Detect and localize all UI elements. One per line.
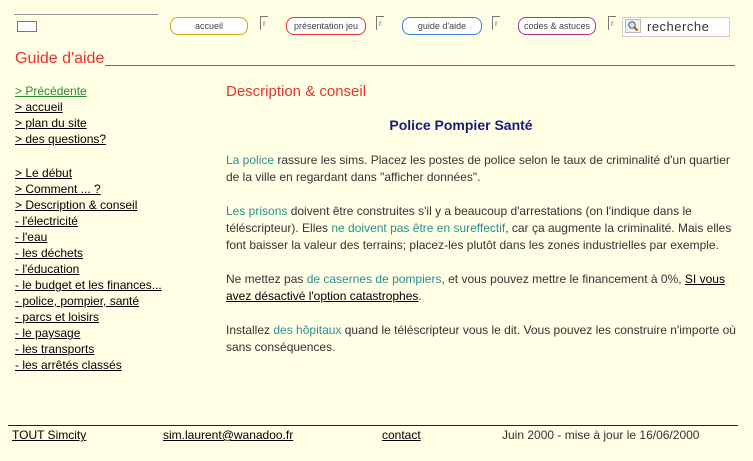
- sidebar: [15, 83, 162, 373]
- highlight-text: La police: [226, 153, 275, 167]
- paragraph-text: doivent être construites s'il y a beaucoup d'arrestations (on l'indique dans le téléscripteur). Elles: [226, 204, 692, 235]
- logo-icon[interactable]: [17, 21, 37, 32]
- footer-link-email[interactable]: sim.laurent@wanadoo.fr: [163, 428, 294, 442]
- nav-button-accueil[interactable]: accueil: [170, 17, 248, 35]
- highlight-text: de casernes de pompiers: [306, 272, 442, 286]
- paragraph-text: quand le téléscripteur vous le dit. Vous pouvez les construire n'importe où sans conséquences.: [226, 323, 736, 354]
- sidebar-link-questions[interactable]: > des questions?: [15, 132, 107, 146]
- nav-separator: r: [260, 16, 268, 30]
- sidebar-link-paysage[interactable]: - le paysage: [15, 326, 81, 340]
- paragraph-text: .: [418, 289, 422, 303]
- sidebar-link-budget[interactable]: - le budget et les finances...: [15, 278, 162, 292]
- nav-separator: r: [376, 16, 384, 30]
- highlight-text: des hôpitaux: [273, 323, 342, 337]
- nav-button-presentation[interactable]: présentation jeu: [286, 17, 366, 35]
- sidebar-link-precedente[interactable]: > Précédente: [15, 84, 87, 98]
- sidebar-link-description-conseil[interactable]: > Description & conseil: [15, 198, 138, 212]
- paragraph-hopitaux: [226, 322, 736, 356]
- sidebar-link-parcs-loisirs[interactable]: - parcs et loisirs: [15, 310, 100, 324]
- page-title: Police Pompier Santé: [389, 117, 533, 133]
- page-section-title: Guide d'aide: [15, 50, 105, 67]
- sidebar-link-accueil[interactable]: > accueil: [15, 100, 63, 114]
- sidebar-link-le-debut[interactable]: > Le début: [15, 166, 73, 180]
- paragraph-pompiers: [226, 271, 736, 305]
- sidebar-link-eau[interactable]: - l'eau: [15, 230, 48, 244]
- nav-button-codes[interactable]: codes & astuces: [518, 17, 596, 35]
- title-underline: [105, 65, 735, 66]
- top-nav-bar: [0, 14, 753, 40]
- sidebar-link-plan-du-site[interactable]: > plan du site: [15, 116, 87, 130]
- sidebar-link-electricite[interactable]: - l'électricité: [15, 214, 78, 228]
- search-label: recherche: [647, 19, 710, 34]
- sidebar-spacer: [15, 147, 162, 165]
- sidebar-link-police-pompier-sante[interactable]: - police, pompier, santé: [15, 294, 140, 308]
- paragraph-prisons: [226, 203, 736, 254]
- sidebar-link-arretes[interactable]: - les arrêtés classés: [15, 358, 122, 372]
- footer-link-tout-simcity[interactable]: TOUT Simcity: [12, 428, 87, 442]
- nav-separator: r: [608, 16, 616, 30]
- paragraph-text: Ne mettez pas: [226, 272, 307, 286]
- paragraph-text: Installez: [226, 323, 274, 337]
- sidebar-link-education[interactable]: - l'éducation: [15, 262, 80, 276]
- search-icon: [625, 19, 641, 33]
- sidebar-link-dechets[interactable]: - les déchets: [15, 246, 84, 260]
- sidebar-link-comment[interactable]: > Comment ... ?: [15, 182, 101, 196]
- paragraph-text: , et vous pouvez mettre le financement à 0%,: [441, 272, 685, 286]
- section-heading: Description & conseil: [226, 83, 367, 100]
- catastrophes-link[interactable]: SI vous avez désactivé l'option catastrophes: [226, 272, 725, 303]
- footer-link-contact[interactable]: contact: [382, 428, 421, 442]
- footer-date: Juin 2000 - mise à jour le 16/06/2000: [502, 428, 700, 442]
- main-content: [226, 83, 736, 373]
- nav-separator: r: [492, 16, 500, 30]
- highlight-text: ne doivent pas être en sureffectif: [331, 221, 506, 235]
- highlight-text: Les prisons: [226, 204, 288, 218]
- sidebar-link-transports[interactable]: - les transports: [15, 342, 95, 356]
- paragraph-text: , car ça augmente la criminalité. Mais elles font baisser la valeur des terrains; placez-les plutôt dans les zones industrielles par exemple.: [226, 221, 732, 252]
- nav-divider: [14, 14, 158, 15]
- paragraph-police: [226, 152, 736, 186]
- nav-button-guide[interactable]: guide d'aide: [402, 17, 482, 35]
- paragraph-text: rassure les sims. Placez les postes de police selon le taux de criminalité d'un quartier de la ville en regardant dans "afficher données".: [226, 153, 730, 184]
- footer-divider: [8, 425, 738, 426]
- search-button[interactable]: [622, 17, 730, 37]
